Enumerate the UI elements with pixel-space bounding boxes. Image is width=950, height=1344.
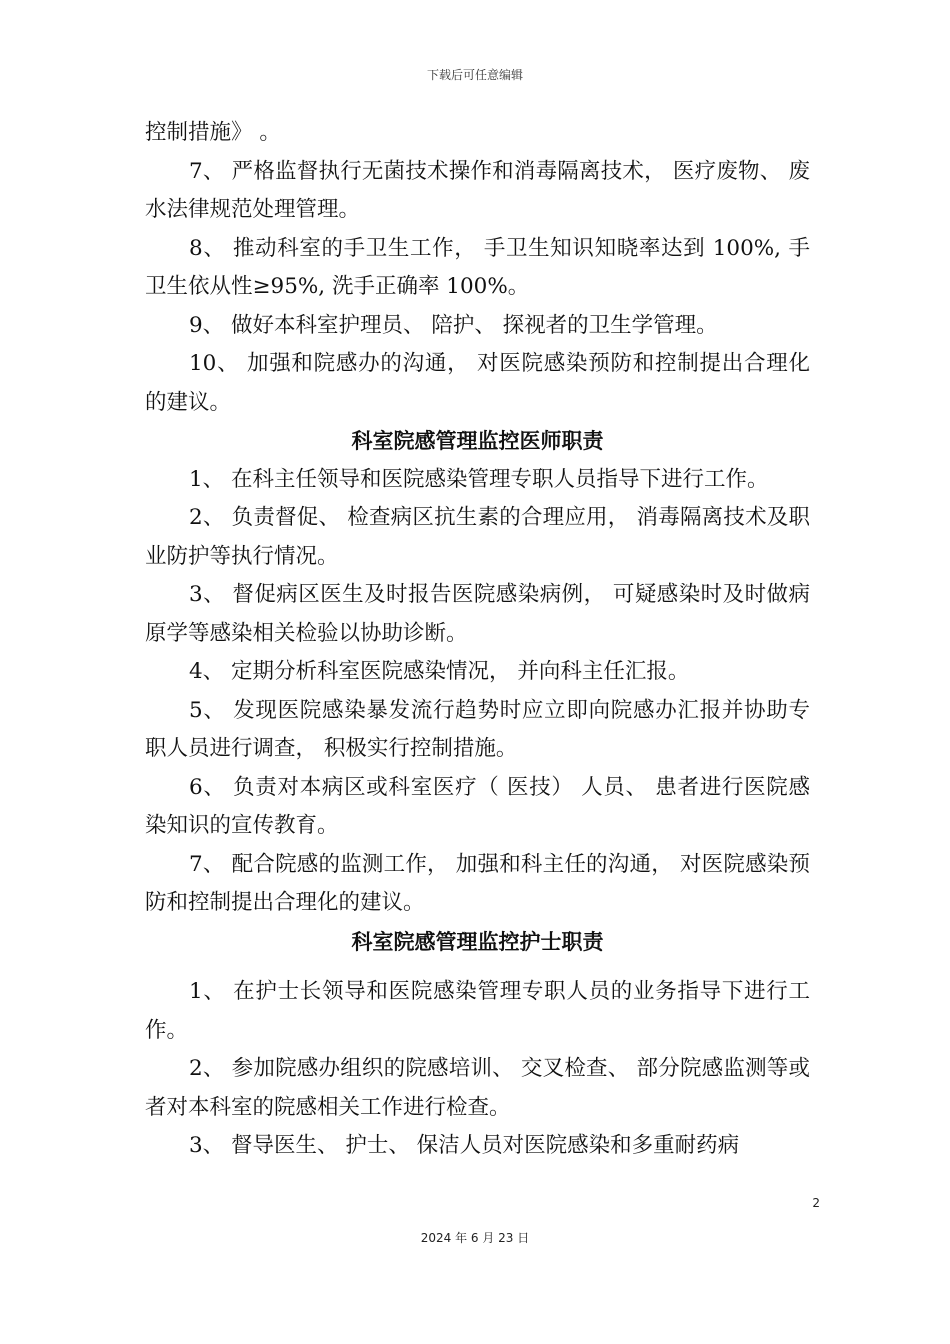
paragraph: 4、 定期分析科室医院感染情况， 并向科主任汇报。 (189, 659, 690, 684)
paragraph: 2、 负责督促、 检查病区抗生素的合理应用， 消毒隔离技术及职业防护等执行情况。 (145, 505, 810, 569)
header-note: 下载后可任意编辑 (426, 68, 523, 82)
paragraph: 9、 做好本科室护理员、 陪护、 探视者的卫生学管理。 (189, 312, 718, 338)
section-title-physician: 科室院感管理监控医师职责 (351, 429, 604, 453)
page-number: 2 (812, 1196, 820, 1210)
paragraph: 7、 严格监督执行无菌技术操作和消毒隔离技术， 医疗废物、 废水法律规范处理管理。 (145, 158, 810, 222)
paragraph: 7、 配合院感的监测工作， 加强和科主任的沟通， 对医院感染预防和控制提出合理化的建议。 (145, 851, 810, 915)
paragraph: 1、 在科主任领导和医院感染管理专职人员指导下进行工作。 (189, 466, 769, 492)
paragraph: 3、 督促病区医生及时报告医院感染病例， 可疑感染时及时做病原学等感染相关检验以协助诊断。 (145, 582, 810, 646)
document-body (145, 114, 810, 1166)
paragraph: 10、 加强和院感办的沟通， 对医院感染预防和控制提出合理化的建议。 (145, 351, 810, 415)
paragraph: 8、 推动科室的手卫生工作， 手卫生知识知晓率达到 100%, 手卫生依从性≥95%, 洗手正确率 100%。 (145, 235, 810, 299)
paragraph: 3、 督导医生、 护士、 保洁人员对医院感染和多重耐药病 (189, 1133, 740, 1158)
paragraph: 2、 参加院感办组织的院感培训、 交叉检查、 部分院感监测等或者对本科室的院感相关工作进行检查。 (145, 1056, 810, 1120)
footer-date: 2024 年 6 月 23 日 (420, 1231, 530, 1245)
paragraph: 6、 负责对本病区或科室医疗（ 医技） 人员、 患者进行医院感染知识的宣传教育。 (145, 774, 810, 838)
paragraph: 控制措施》 。 (145, 120, 281, 145)
paragraph: 1、 在护士长领导和医院感染管理专职人员的业务指导下进行工作。 (145, 979, 810, 1043)
paragraph: 5、 发现医院感染暴发流行趋势时应立即向院感办汇报并协助专职人员进行调查， 积极实行控制措施。 (145, 697, 810, 761)
section-title-nurse: 科室院感管理监控护士职责 (351, 929, 604, 954)
